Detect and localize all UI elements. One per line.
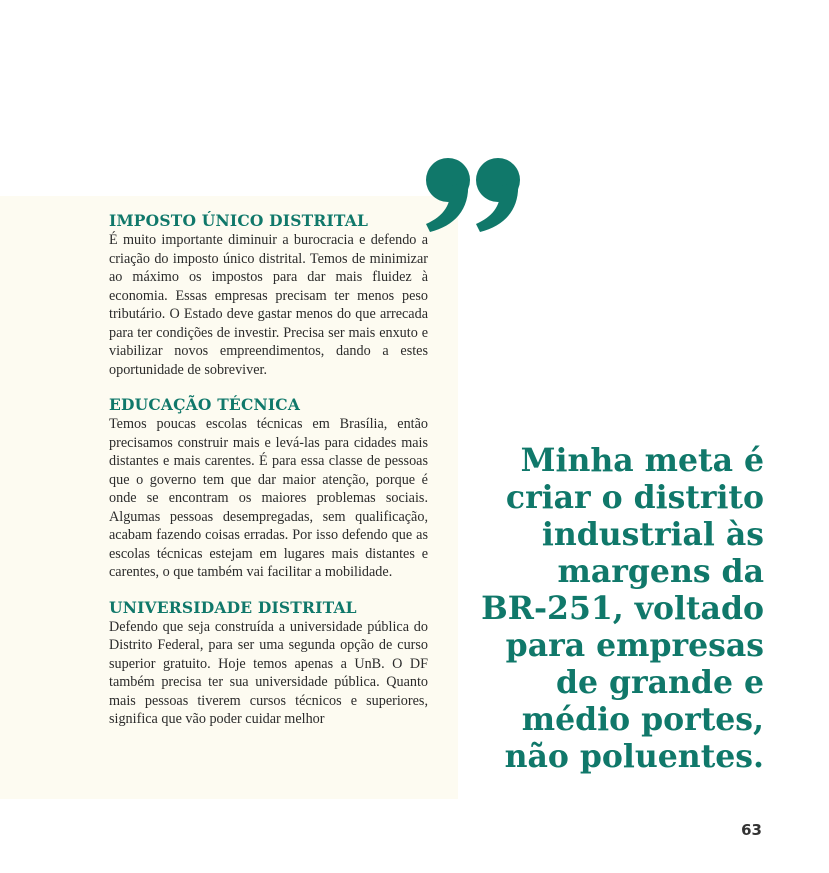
page-number: 63	[741, 821, 762, 839]
section-heading: EDUCAÇÃO TÉCNICA	[109, 395, 301, 414]
pull-quote-line: industrial às	[541, 516, 764, 553]
section-paragraph: É muito importante diminuir a burocracia e defendo a criação do imposto único distrital. Temos de minimizar ao máximo os impostos para dar mais fluidez à economia. Essas empresas precisam ter menos peso tributário. O Estado deve gastar menos do que arrecada para ter condições de investir. Precisa ser mais enxuto e viabilizar novos empreendimentos, dando a estes oportunidade de sobreviver.	[109, 232, 428, 378]
section-paragraph: Defendo que seja construída a universidade pública do Distrito Federal, para ser uma segunda opção de curso superior gratuito. Hoje temos apenas a UnB. O DF também precisa ter sua universidade pública. Quanto mais pessoas tiverem cursos técnicos e superiores, significa que vão poder cuidar melhor	[109, 618, 428, 727]
section-paragraph: Temos poucas escolas técnicas em Brasília, então precisamos construir mais e levá-las para cidades mais distantes e mais carentes. É para essa classe de pessoas que o governo tem que dar maior atenção, porque é onde se encontram os maiores problemas sociais. Algumas pessoas desempregadas, sem qualificação, acabam fazendo coisas erradas. Por isso defendo que as escolas técnicas estejam em lugares mais distantes e carentes, o que também vai facilitar a mobilidade.	[109, 416, 428, 580]
section-heading: IMPOSTO ÚNICO DISTRITAL	[109, 211, 369, 230]
section-imposto	[109, 211, 428, 379]
section-educacao	[109, 395, 428, 582]
pull-quote-line: de grande e	[555, 664, 764, 701]
article-body	[109, 211, 428, 745]
pull-quote-line: criar o distrito	[505, 479, 764, 516]
section-universidade	[109, 598, 428, 729]
pull-quote-line: para empresas	[505, 627, 764, 664]
section-heading: UNIVERSIDADE DISTRITAL	[109, 597, 357, 617]
pull-quote-line: Minha meta é	[520, 442, 764, 479]
closing-quote-icon	[418, 100, 528, 240]
pull-quote-line: margens da	[557, 553, 764, 590]
pull-quote-line: não poluentes.	[504, 738, 764, 775]
pull-quote	[470, 442, 764, 775]
pull-quote-line: BR-251, voltado	[481, 590, 764, 627]
pull-quote-line: médio portes,	[521, 701, 764, 738]
